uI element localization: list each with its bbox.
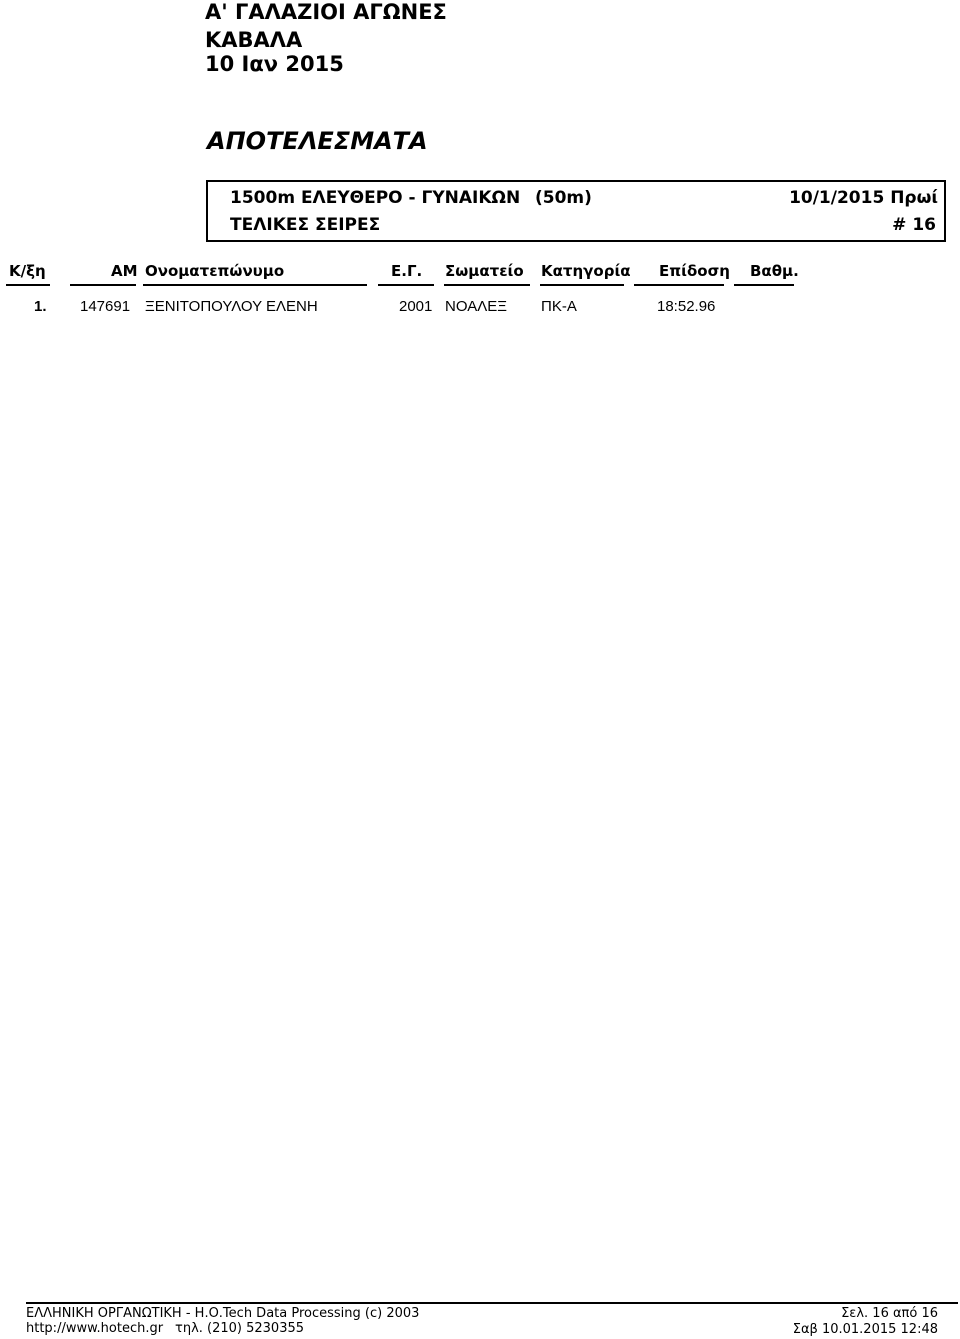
event-box <box>206 180 946 242</box>
meet-name: Α' ΓΑΛΑΖΙΟΙ ΑΓΩΝΕΣ <box>205 0 447 24</box>
col-category: Κατηγορία <box>541 262 631 280</box>
col-club: Σωματείο <box>445 262 524 280</box>
footer-company: ΕΛΛΗΝΙΚΗ ΟΡΓΑΝΩΤΙΚΗ - Η.Ο.Tech Data Processing (c) 2003 <box>26 1306 420 1321</box>
row-club: ΝΟΑΛΕΞ <box>445 298 508 315</box>
col-name-underline <box>143 284 367 286</box>
event-session: 10/1/2015 Πρωί <box>789 188 938 208</box>
row-name: ΞΕΝΙΤΟΠΟΥΛΟΥ ΕΛΕΝΗ <box>145 298 318 315</box>
footer-phone: τηλ. (210) 5230355 <box>175 1321 305 1336</box>
event-number: # 16 <box>892 215 936 235</box>
col-category-underline <box>540 284 624 286</box>
row-year: 2001 <box>399 298 433 315</box>
col-time: Επίδοση <box>659 262 730 280</box>
page-title: ΑΠΟΤΕΛΕΣΜΑΤΑ <box>207 127 428 155</box>
row-id: 147691 <box>80 298 131 315</box>
col-points: Βαθμ. <box>750 262 799 280</box>
footer-url: http://www.hotech.gr <box>26 1321 164 1336</box>
event-pool: (50m) <box>535 188 592 208</box>
meet-date: 10 Ιαν 2015 <box>205 52 344 76</box>
col-id-underline <box>70 284 136 286</box>
event-name: 1500m ΕΛΕΥΘΕΡΟ - ΓΥΝΑΙΚΩΝ <box>230 188 521 208</box>
footer-page: Σελ. 16 από 16 <box>841 1306 938 1321</box>
col-year-underline <box>378 284 434 286</box>
row-category: ΠΚ-Α <box>541 298 577 315</box>
col-club-underline <box>444 284 530 286</box>
col-rank-underline <box>6 284 50 286</box>
footer-printed: Σαβ 10.01.2015 12:48 <box>792 1322 938 1337</box>
row-rank: 1. <box>34 298 47 315</box>
row-time: 18:52.96 <box>657 298 716 315</box>
event-round: ΤΕΛΙΚΕΣ ΣΕΙΡΕΣ <box>230 215 381 235</box>
meet-city: ΚΑΒΑΛΑ <box>205 28 303 52</box>
col-time-underline <box>634 284 724 286</box>
footer-divider <box>26 1302 958 1304</box>
col-name: Ονοματεπώνυμο <box>145 262 285 280</box>
col-year: Ε.Γ. <box>391 262 423 280</box>
col-points-underline <box>734 284 794 286</box>
col-rank: Κ/ξη <box>9 262 46 280</box>
col-id: ΑΜ <box>111 262 138 280</box>
